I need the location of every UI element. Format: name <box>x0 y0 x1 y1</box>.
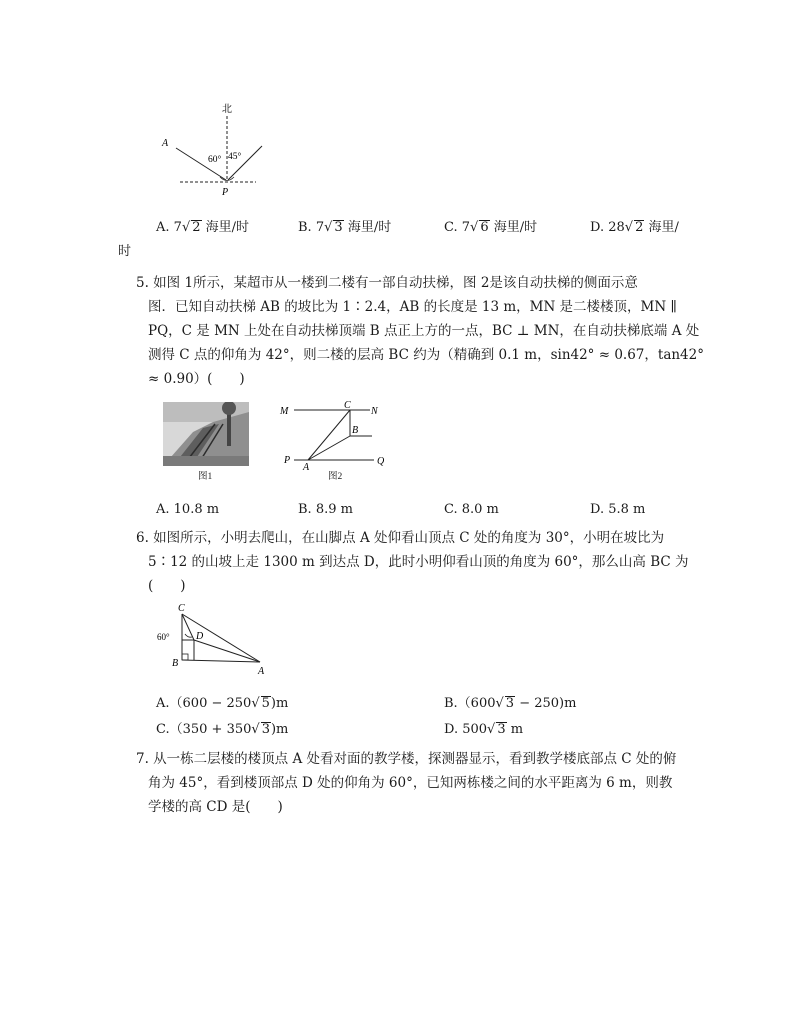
q7-line-3: 学楼的高 CD 是( ) <box>148 799 283 815</box>
point-q: Q <box>377 456 385 467</box>
q5-line-2: 图．已知自动扶梯 AB 的坡比为 1∶2.4，AB 的长度是 13 m，MN 是二楼楼顶，MN ∥ <box>148 299 677 315</box>
q6-option-c-radicand: 3 <box>261 722 270 737</box>
q5-figure-2-caption: 图2 <box>328 472 343 482</box>
sqrt-sign: √ <box>495 696 504 711</box>
q6-option-c-suffix: )m <box>270 722 289 737</box>
point-b-label: B <box>172 658 179 669</box>
q6-option-a-prefix: A.（600 − 250 <box>156 696 252 711</box>
q6-figure <box>152 602 276 680</box>
q4-option-a-radicand: 2 <box>192 220 201 235</box>
point-n: N <box>371 406 378 417</box>
segment-ac <box>308 410 350 460</box>
q4-option-d-radicand: 2 <box>635 220 644 235</box>
q6-line-3: ( ) <box>148 578 186 594</box>
q4-option-d-wrap: 时 <box>118 244 132 259</box>
q4-option-b[interactable] <box>298 218 391 238</box>
q5-option-a[interactable]: A. 10.8 m <box>156 502 220 517</box>
point-c-label: C <box>178 603 185 614</box>
segment-ab <box>308 436 350 460</box>
q6-option-b-suffix: − 250)m <box>515 696 577 711</box>
north-label: 北 <box>222 104 232 115</box>
q6-option-d[interactable] <box>444 720 523 740</box>
sqrt-sign: √ <box>181 220 191 235</box>
point-a-label: A <box>258 666 265 677</box>
q4-option-b-radicand: 3 <box>334 220 343 235</box>
q7-line-1: 7. 从一栋二层楼的楼顶点 A 处看对面的教学楼，探测器显示，看到教学楼底部点 C 处的俯 <box>136 751 677 767</box>
sqrt-sign: √ <box>251 722 260 737</box>
q5-figure-1-caption: 图1 <box>198 472 213 482</box>
q4-option-b-prefix: B. 7 <box>298 220 325 235</box>
right-angle-mark <box>182 654 188 660</box>
q6-line-1: 6. 如图所示，小明去爬山，在山脚点 A 处仰看山顶点 C 处的角度为 30°，小明在坡比为 <box>136 530 665 546</box>
q6-option-d-prefix: D. 500 <box>444 722 488 737</box>
point-m: M <box>280 406 289 417</box>
q7-line-2: 角为 45°，看到楼顶部点 D 处的仰角为 60°，已知两栋楼之间的水平距离为 6 m，则教 <box>148 775 673 791</box>
q4-option-c[interactable] <box>444 218 537 238</box>
q4-option-b-unit: 海里/时 <box>347 220 392 235</box>
sqrt-sign: √ <box>251 696 260 711</box>
q4-option-d[interactable] <box>590 218 679 238</box>
q6-line-2: 5∶12 的山坡上走 1300 m 到达点 D，此时小明仰看山顶的角度为 60°，那么山高 BC 为 <box>148 554 689 570</box>
point-a-label: A <box>162 138 169 149</box>
sqrt-sign: √ <box>470 220 479 235</box>
slope-ad <box>194 640 260 662</box>
q6-option-a-suffix: )m <box>270 696 289 711</box>
q4-option-a[interactable] <box>156 218 249 238</box>
q6-option-b[interactable] <box>444 694 576 714</box>
point-d-label: D <box>196 631 204 642</box>
point-a: A <box>303 462 310 472</box>
q6-option-c-prefix: C.（350 + 350 <box>156 722 252 737</box>
q4-option-d-unit: 海里/ <box>648 220 679 235</box>
point-b: B <box>352 425 359 436</box>
q6-option-d-radicand: 3 <box>497 722 506 737</box>
q5-line-5: ≈ 0.90）( ) <box>148 371 245 387</box>
segment-ba <box>182 660 260 662</box>
q6-option-c[interactable] <box>156 720 288 740</box>
q6-option-a[interactable] <box>156 694 288 714</box>
point-c: C <box>344 400 351 411</box>
q5-option-d[interactable]: D. 5.8 m <box>590 502 646 517</box>
q6-option-b-radicand: 3 <box>505 696 515 711</box>
point-p-label: P <box>222 187 229 198</box>
q4-option-c-radicand: 6 <box>480 220 489 235</box>
q6-option-a-radicand: 5 <box>261 696 270 711</box>
q4-option-c-unit: 海里/时 <box>493 220 538 235</box>
q4-option-a-prefix: A. 7 <box>156 220 182 235</box>
q5-option-c[interactable]: C. 8.0 m <box>444 502 499 517</box>
q5-figure-1-photo <box>163 402 249 466</box>
sqrt-sign: √ <box>324 220 333 235</box>
q4-option-a-unit: 海里/时 <box>205 220 250 235</box>
q4-figure <box>150 98 270 198</box>
q5-figure-2 <box>278 400 390 472</box>
q5-line-3: PQ，C 是 MN 上处在自动扶梯顶端 B 点正上方的一点，BC ⊥ MN，在自动扶梯底端 A 处 <box>148 323 700 339</box>
angle-60-label: 60° <box>157 632 170 642</box>
angle-45-label: 45° <box>228 152 242 162</box>
sqrt-sign: √ <box>487 722 496 737</box>
q5-line-1: 5. 如图 1所示，某超市从一楼到二楼有一部自动扶梯，图 2是该自动扶梯的侧面示意 <box>136 275 638 291</box>
q4-option-c-prefix: C. 7 <box>444 220 471 235</box>
point-p: P <box>284 455 291 466</box>
q5-line-4: 测得 C 点的仰角为 42°，则二楼的层高 BC 约为（精确到 0.1 m，sin42° ≈ 0.67，tan42° <box>148 347 704 363</box>
q6-option-b-prefix: B.（600 <box>444 696 496 711</box>
q4-option-d-prefix: D. 28 <box>590 220 625 235</box>
q6-option-d-suffix: m <box>506 722 524 737</box>
q5-option-b[interactable]: B. 8.9 m <box>298 502 353 517</box>
sqrt-sign: √ <box>624 220 634 235</box>
angle-60-label: 60° <box>208 155 222 165</box>
